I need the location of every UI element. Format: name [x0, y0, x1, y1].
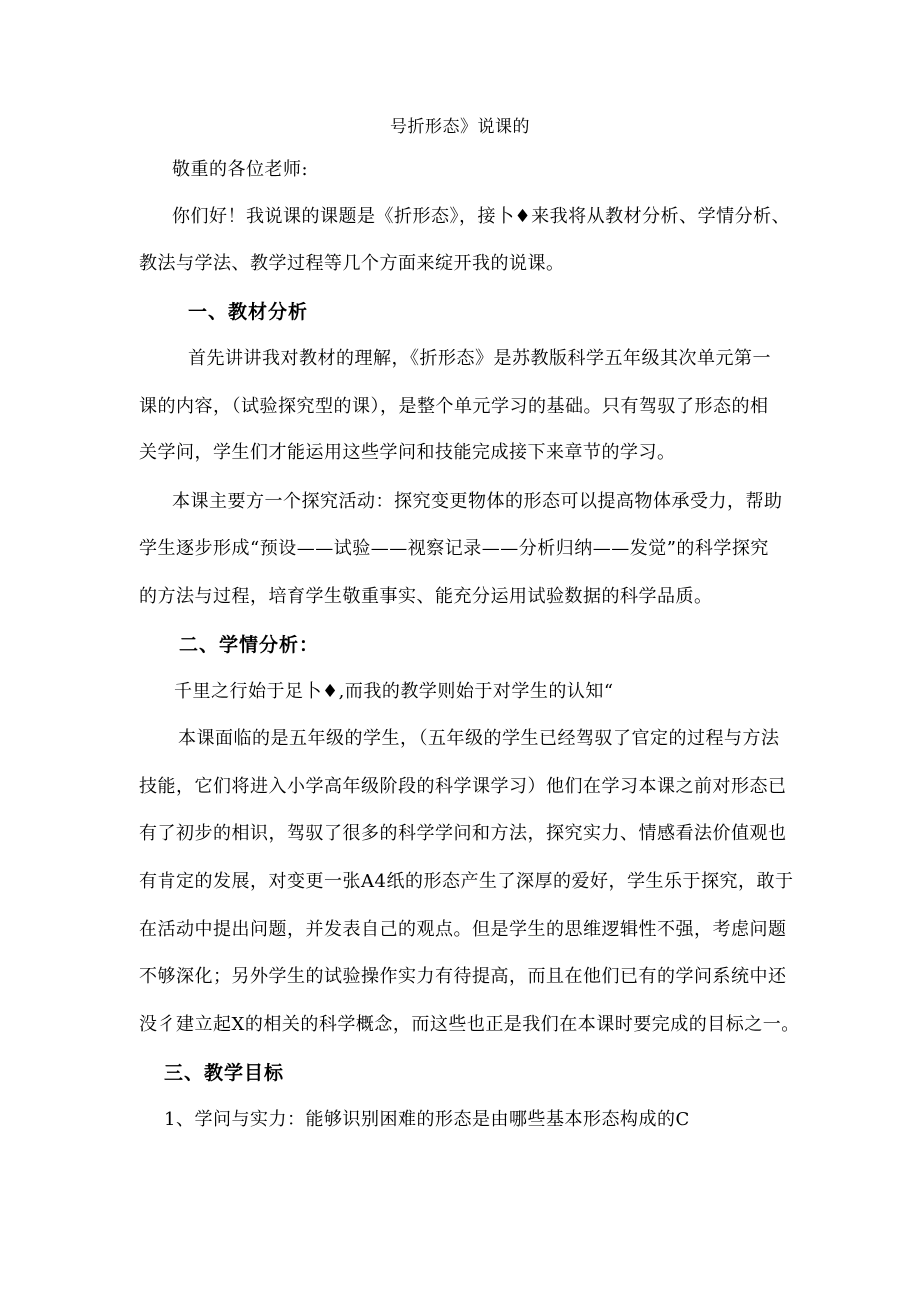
paragraph-line: 没彳建立起X的相关的科学概念，而这些也正是我们在本课时要完成的目标之一。 [139, 1014, 800, 1035]
paragraph-line: 有肯定的发展，对变更一张A4纸的形态产生了深厚的爱好，学生乐于探究，敢于 [139, 871, 794, 892]
paragraph-line: 课的内容，（试验探究型的课），是整个单元学习的基础。只有驾驭了形态的相 [139, 396, 769, 417]
paragraph-line: 技能，它们将进入小学高年级阶段的科学课学习）他们在学习本课之前对形态已 [139, 776, 787, 797]
paragraph-line: 关学问，学生们才能运用这些学问和技能完成接下来章节的学习。 [139, 442, 676, 463]
document-title: 号折形态》说课的 [390, 117, 530, 137]
paragraph-line: 在活动中提出问题，并发表自己的观点。但是学生的思维逻辑性不强，考虑问题 [139, 919, 787, 940]
paragraph-line: 本课主要方一个探究活动：探究变更物体的形态可以提高物体承受力，帮助 [172, 491, 783, 512]
paragraph-line: 教法与学法、教学过程等几个方面来绽开我的说课。 [139, 253, 565, 274]
paragraph-line: 本课面临的是五年级的学生，（五年级的学生已经驾驭了官定的过程与方法 [178, 728, 780, 749]
paragraph-line: 千里之行始于足卜♦,而我的教学则始于对学生的认知“ [174, 681, 614, 702]
paragraph-line: 有了初步的相识，驾驭了很多的科学学问和方法，探究实力、情感看法价值观也 [139, 823, 787, 844]
section-heading: 三、教学目标 [164, 1062, 285, 1084]
salutation: 敬重的各位老师: [172, 159, 309, 180]
section-heading: 一、教材分析 [188, 301, 309, 323]
paragraph-line: 1、学问与实力：能够识别困难的形态是由哪些基本形态构成的C [164, 1109, 690, 1130]
paragraph-line: 学生逐步形成“预设——试验——视察记录——分析归纳——发觉”的科学探究 [139, 538, 769, 559]
paragraph-line: 首先讲讲我对教材的理解，《折形态》是苏教版科学五年级其次单元第一 [188, 348, 771, 369]
paragraph-line: 的方法与过程，培育学生敬重事实、能充分运用试验数据的科学品质。 [139, 586, 713, 607]
paragraph-line: 不够深化；另外学生的试验操作实力有待提高，而且在他们已有的学问系统中还 [139, 966, 787, 987]
paragraph-line: 你们好！我说课的课题是《折形态》，接卜♦来我将从教材分析、学情分析、 [172, 206, 791, 227]
section-heading: 二、学情分析： [179, 634, 320, 656]
